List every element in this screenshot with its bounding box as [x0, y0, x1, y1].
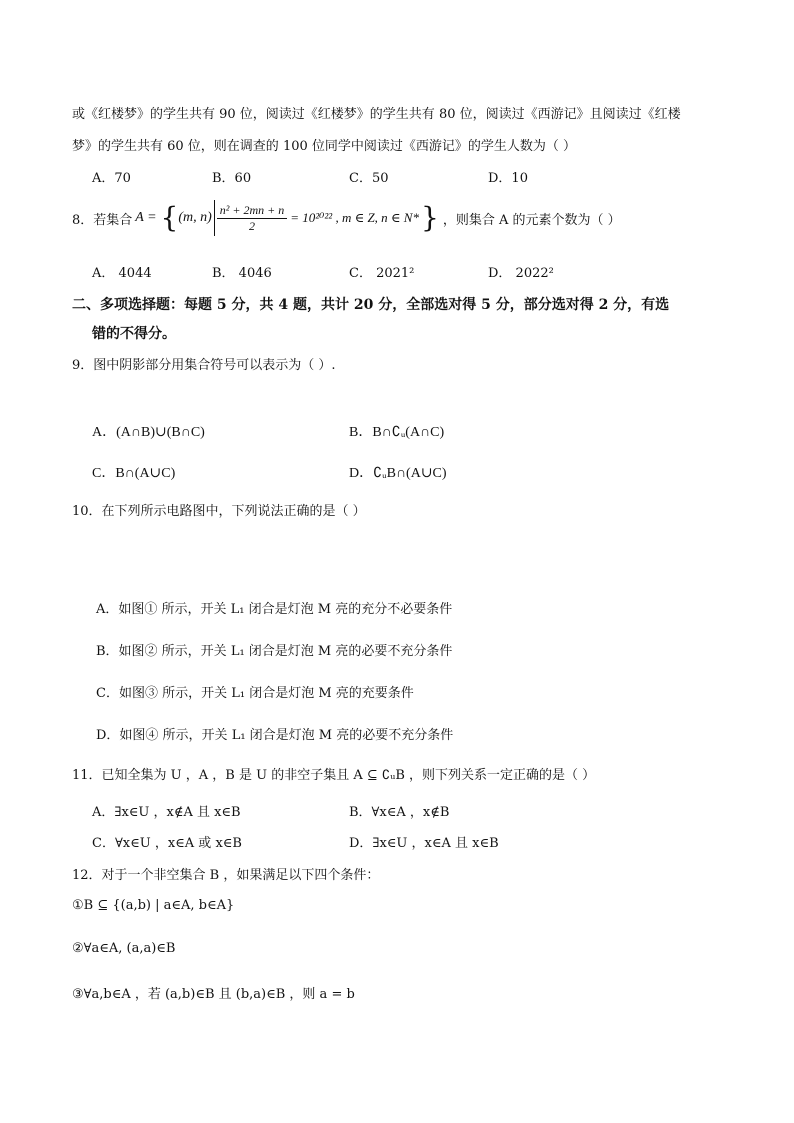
- q7-option-c: C．50: [349, 171, 389, 186]
- q7-stem-line1: 或《红楼梦》的学生共有 90 位，阅读过《红楼梦》的学生共有 80 位，阅读过《西游记》且阅读过《红楼: [72, 107, 681, 122]
- set-builder-bar: [214, 200, 215, 236]
- q8-pair: (m, n): [178, 210, 212, 225]
- q9-option-c: C．B∩(A∪C): [92, 466, 176, 481]
- q10-option-c: C．如图③ 所示，开关 L₁ 闭合是灯泡 M 亮的充要条件: [96, 686, 414, 701]
- q8-fraction: [217, 203, 287, 234]
- section-heading-line2: 错的不得分。: [92, 326, 176, 342]
- q12-condition-3: ③∀a,b∈A ，若 (a,b)∈B 且 (b,a)∈B ，则 a = b: [72, 987, 355, 1002]
- right-brace-icon: }: [420, 201, 439, 234]
- q8-set-variable: A =: [135, 210, 157, 225]
- q10-option-a: A．如图① 所示，开关 L₁ 闭合是灯泡 M 亮的充分不必要条件: [96, 602, 453, 617]
- section-heading-line1: 二、多项选择题：每题 5 分，共 4 题，共计 20 分，全部选对得 5 分，部分选对得 2 分，有选: [72, 297, 670, 313]
- q12-condition-2: ②∀a∈A, (a,a)∈B: [72, 941, 176, 956]
- q11-option-d: D．∃x∈U ，x∈A 且 x∈B: [349, 836, 499, 851]
- q9-stem: 9．图中阴影部分用集合符号可以表示为（ ）.: [72, 358, 336, 373]
- q10-option-b: B．如图② 所示，开关 L₁ 闭合是灯泡 M 亮的必要不充分条件: [96, 644, 453, 659]
- q8-stem: [72, 196, 621, 240]
- q7-stem-line2: 梦》的学生共有 60 位，则在调查的 100 位同学中阅读过《西游记》的学生人数为（ ）: [72, 139, 577, 154]
- left-brace-icon: {: [160, 201, 179, 234]
- q8-option-b: B． 4046: [212, 266, 272, 281]
- q8-prefix: 8．若集合: [72, 212, 133, 228]
- q12-condition-1: ①B ⊆ {(a,b) | a∈A, b∈A}: [72, 898, 235, 913]
- q7-option-a: A．70: [92, 171, 131, 186]
- q9-option-d: D．∁ᵤB∩(A∪C): [349, 466, 447, 481]
- q12-stem: 12．对于一个非空集合 B ，如果满足以下四个条件：: [72, 868, 380, 883]
- q11-option-b: B．∀x∈A ，x∉B: [349, 805, 450, 820]
- q7-option-b: B．60: [212, 171, 252, 186]
- q11-stem: 11．已知全集为 U ，A ，B 是 U 的非空子集且 A ⊆ ∁ᵤB ，则下列关系一定正确的是（ ）: [72, 768, 596, 783]
- q8-denominator: 2: [249, 218, 256, 233]
- q8-numerator: n² + 2mn + n: [217, 203, 287, 219]
- q9-option-a: A．(A∩B)∪(B∩C): [92, 425, 205, 440]
- q11-option-a: A．∃x∈U ，x∉A 且 x∈B: [92, 805, 241, 820]
- q10-stem: 10．在下列所示电路图中，下列说法正确的是（ ）: [72, 504, 366, 519]
- q8-option-c: C． 2021²: [349, 266, 415, 281]
- q8-condition: = 10²⁰²² , m ∈ Z, n ∈ N*: [290, 210, 419, 225]
- q8-suffix: ，则集合 A 的元素个数为（ ）: [442, 212, 621, 228]
- q7-option-d: D．10: [488, 171, 528, 186]
- q9-option-b: B．B∩∁ᵤ(A∩C): [349, 425, 445, 440]
- q8-option-d: D． 2022²: [488, 266, 554, 281]
- q10-option-d: D．如图④ 所示，开关 L₁ 闭合是灯泡 M 亮的必要不充分条件: [96, 728, 454, 743]
- q8-option-a: A． 4044: [92, 266, 152, 281]
- q11-option-c: C．∀x∈U ，x∈A 或 x∈B: [92, 836, 242, 851]
